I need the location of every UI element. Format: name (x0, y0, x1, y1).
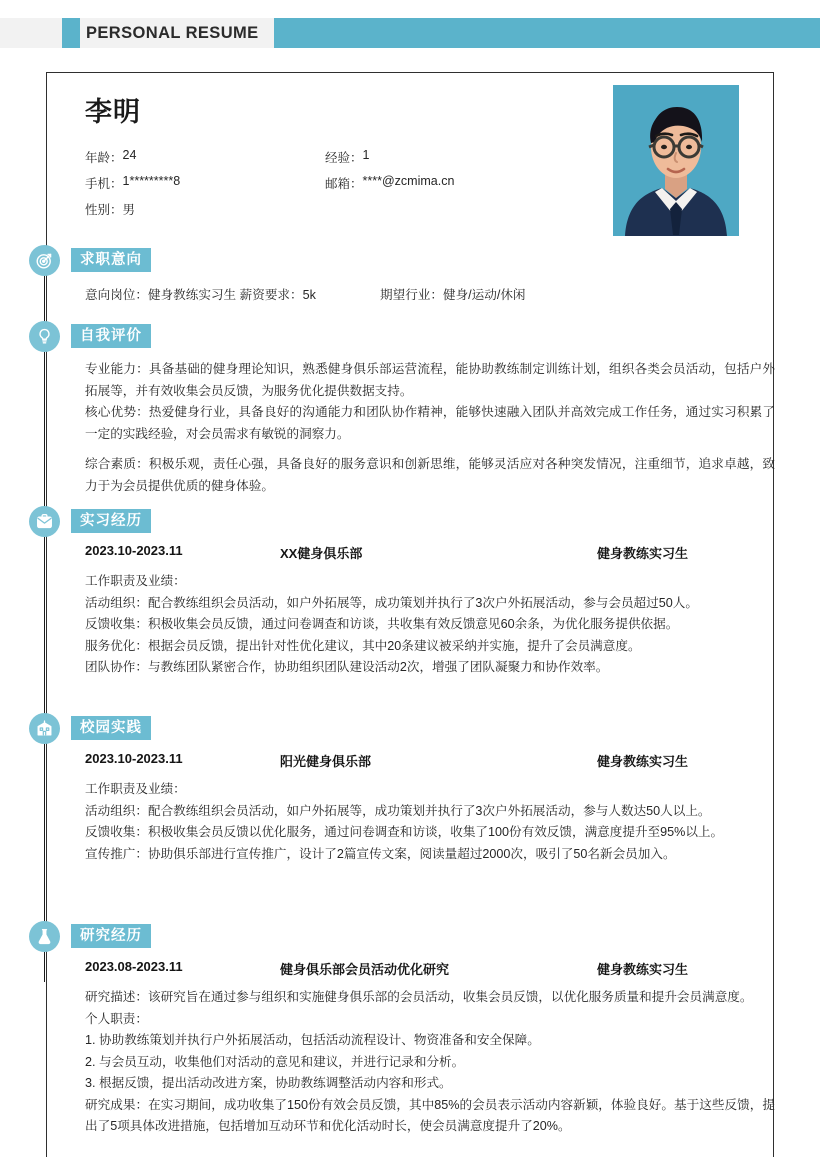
experience-header (85, 543, 775, 567)
timeline-rail (44, 744, 45, 926)
intent-position-label: 意向岗位： (85, 288, 148, 302)
paragraph: 2. 与会员互动，收集他们对活动的意见和建议，并进行记录和分析。 (85, 1054, 465, 1069)
flask-icon (29, 921, 60, 952)
banner-title: PERSONAL RESUME (86, 24, 259, 42)
section-title-self-evaluation: 自我评价 (71, 324, 151, 348)
info-email (325, 174, 454, 192)
intent-industry-value: 健身/运动/休闲 (442, 288, 526, 302)
paragraph: 活动组织：配合教练组织会员活动，如户外拓展等，成功策划并执行了3次户外拓展活动，参与会员超过50人。 (85, 595, 698, 610)
paragraph: 工作职责及业绩： (85, 782, 186, 796)
paragraph: 服务优化：根据会员反馈，提出针对性优化建议，其中20条建议被采纳并实施，提升了会员满意度。 (85, 638, 641, 653)
school-icon (29, 713, 60, 744)
avatar-photo-icon (613, 85, 739, 236)
info-row (85, 148, 585, 174)
info-age (85, 148, 325, 166)
page-banner (0, 18, 820, 48)
info-label: 手机： (85, 177, 123, 191)
intent-salary-value: 5k (302, 288, 316, 302)
experience-header (85, 751, 775, 775)
section-title-job-intent: 求职意向 (71, 248, 151, 272)
info-gender (85, 200, 325, 218)
paragraph: 核心优势：热爱健身行业，具备良好的沟通能力和团队协作精神，能够快速融入团队并高效完成工作任务，通过实习积累了一定的实践经验，对会员需求有敏锐的洞察力。 (85, 405, 775, 441)
paragraph: 研究成果：在实习期间，成功收集了150份有效会员反馈，其中85%的会员表示活动内容新颖，体验良好。基于这些反馈，提出了5项具体改进措施，包括增加互动环节和优化活动时长，使会员满意度提升了20%。 (85, 1097, 775, 1133)
experience-date: 2023.10-2023.11 (85, 543, 183, 558)
paragraph: 工作职责及业绩： (85, 574, 186, 588)
paragraph: 反馈收集：积极收集会员反馈，通过问卷调查和访谈，共收集有效反馈意见60余条，为优化服务提供依据。 (85, 617, 679, 631)
experience-role: 健身教练实习生 (597, 962, 689, 977)
paragraph: 宣传推广：协助俱乐部进行宣传推广，设计了2篇宣传文案，阅读量超过2000次，吸引了50名新会员加入。 (85, 846, 676, 861)
info-label: 邮箱： (325, 177, 363, 191)
info-label: 经验： (325, 151, 363, 165)
experience-role: 健身教练实习生 (597, 754, 689, 769)
candidate-name: 李明 (85, 97, 141, 127)
paragraph: 1. 协助教练策划并执行户外拓展活动，包括活动流程设计、物资准备和安全保障。 (85, 1033, 540, 1047)
job-intent-row (85, 285, 775, 307)
paragraph: 3. 根据反馈，提出活动改进方案，协助教练调整活动内容和形式。 (85, 1076, 452, 1090)
info-label: 性别： (85, 203, 123, 217)
experience-date: 2023.08-2023.11 (85, 959, 183, 974)
banner-bar (274, 18, 820, 48)
info-row (85, 174, 585, 200)
paragraph: 活动组织：配合教练组织会员活动，如户外拓展等，成功策划并执行了3次户外拓展活动，参与人数达50人以上。 (85, 803, 711, 818)
experience-organization: 健身俱乐部会员活动优化研究 (280, 962, 450, 977)
experience-role: 健身教练实习生 (597, 546, 689, 561)
job-intent-right (380, 285, 526, 307)
paragraph: 综合素质：积极乐观，责任心强，具备良好的服务意识和创新思维，能够灵活应对各种突发情况，注重细节，追求卓越，致力于为会员提供优质的健身体验。 (85, 457, 775, 493)
experience-organization: 阳光健身俱乐部 (280, 754, 372, 769)
paragraph: 团队协作：与教练团队紧密合作，协助组织团队建设活动2次，增强了团队凝聚力和协作效率。 (85, 660, 609, 674)
section-body-job-intent (85, 285, 775, 307)
info-value: 男 (122, 203, 136, 217)
section-body-internship (85, 543, 775, 679)
lightbulb-icon (29, 321, 60, 352)
intent-industry-label: 期望行业： (380, 288, 443, 302)
section-title-internship: 实习经历 (71, 509, 151, 533)
info-value: 24 (122, 148, 137, 162)
info-row (85, 200, 585, 226)
timeline-rail (44, 537, 45, 717)
paragraph: 个人职责： (85, 1011, 148, 1026)
timeline-rail (44, 352, 45, 510)
experience-date: 2023.10-2023.11 (85, 751, 183, 766)
section-title-research: 研究经历 (71, 924, 151, 948)
avatar (613, 85, 739, 236)
section-body-campus-practice (85, 751, 775, 865)
info-experience (325, 148, 369, 166)
info-value: 1 (362, 148, 370, 162)
paragraph: 反馈收集：积极收集会员反馈以优化服务，通过问卷调查和访谈，收集了100份有效反馈，满意度提升至95%以上。 (85, 825, 724, 839)
section-body-research (85, 959, 775, 1138)
experience-header (85, 959, 775, 983)
info-value: ****@zcmima.cn (362, 174, 455, 188)
section-title-campus-practice: 校园实践 (71, 716, 151, 740)
job-intent-left (85, 285, 380, 307)
paragraph: 研究描述：该研究旨在通过参与组织和实施健身俱乐部的会员活动，收集会员反馈，以优化服务质量和提升会员满意度。 (85, 990, 753, 1004)
banner-accent-block (62, 18, 80, 48)
timeline-rail (44, 952, 45, 982)
target-icon (29, 245, 60, 276)
timeline-rail (44, 276, 45, 326)
experience-organization: XX健身俱乐部 (280, 546, 363, 561)
section-body-self-evaluation (85, 359, 775, 497)
intent-position-value: 健身教练实习生 (147, 288, 237, 302)
briefcase-icon (29, 506, 60, 537)
profile-info-grid (85, 148, 585, 226)
info-phone (85, 174, 325, 192)
info-label: 年龄： (85, 151, 123, 165)
info-value: 1*********8 (122, 174, 181, 188)
paragraph: 专业能力：具备基础的健身理论知识，熟悉健身俱乐部运营流程，能协助教练制定训练计划，组织各类会员活动，包括户外拓展等，并有效收集会员反馈，为服务优化提供数据支持。 (85, 362, 775, 398)
intent-salary-label: 薪资要求： (239, 288, 303, 302)
